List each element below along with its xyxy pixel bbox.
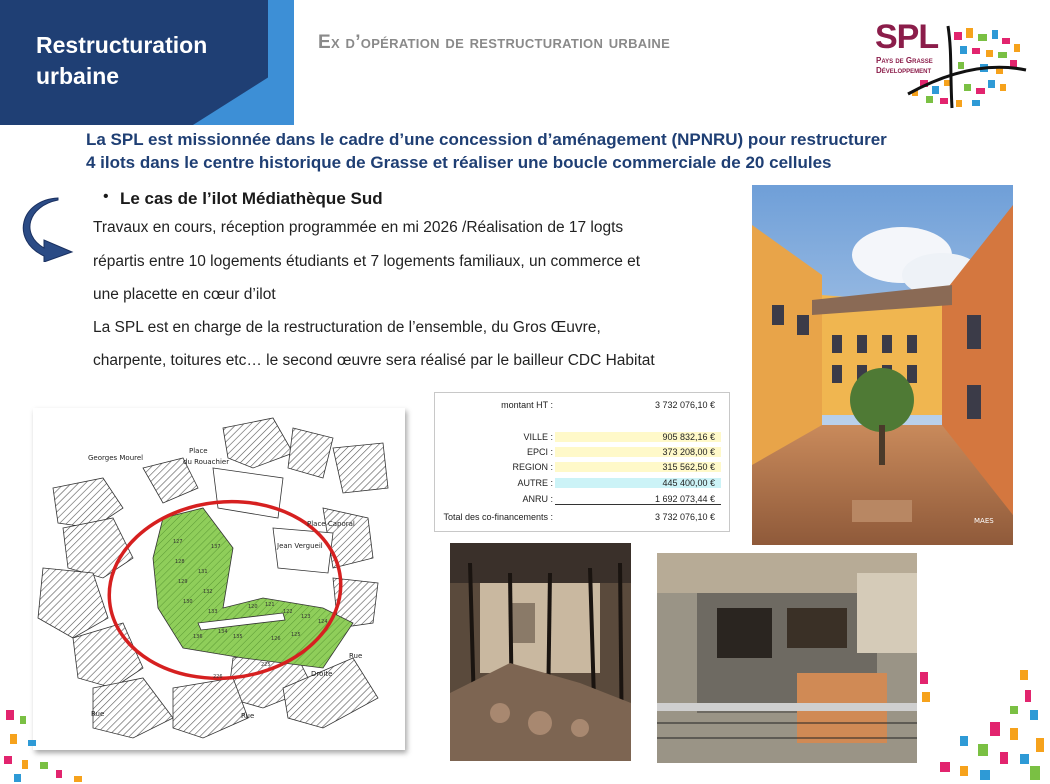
cadastral-map	[33, 408, 405, 750]
parcel-number: 126	[271, 636, 281, 642]
parcel-number: 135	[233, 634, 243, 640]
section-title: Restructuration urbaine	[36, 32, 208, 89]
map-label: du Rouachier	[183, 458, 230, 466]
map-label: Georges Mourel	[88, 454, 144, 462]
parcel-number: 127	[173, 539, 183, 545]
table-row	[435, 446, 729, 460]
construction-photo-interior	[450, 543, 631, 761]
parcel-number: 225	[261, 662, 271, 668]
parcel-number: 120	[248, 604, 258, 610]
parcel-number: 131	[198, 569, 208, 575]
logo-wordmark: SPL	[875, 18, 939, 56]
parcel-number: 130	[183, 599, 193, 605]
parcel-number: 121	[265, 602, 275, 608]
intro-line: 4 ilots dans le centre historique de Grasse et réaliser une boucle commerciale de 20 cellules	[86, 153, 832, 172]
parcel-number: 125	[291, 632, 301, 638]
decorative-confetti-right	[860, 666, 1050, 784]
parcel-number: 137	[211, 544, 221, 550]
row-value: 1 692 073,44 €	[555, 494, 721, 505]
parcel-number: 136	[193, 634, 203, 640]
parcel-number: 128	[175, 559, 185, 565]
map-label: Rue	[241, 712, 255, 720]
table-row	[435, 399, 729, 413]
table-row	[435, 511, 729, 525]
row-value: 315 562,50 €	[555, 462, 721, 472]
bullet-dot: •	[103, 188, 109, 205]
map-label: Place	[189, 447, 208, 455]
map-label: Rue	[91, 710, 105, 718]
row-label: montant HT :	[501, 400, 553, 410]
parcel-number: 132	[203, 589, 213, 595]
table-row	[435, 431, 729, 445]
row-value: 445 400,00 €	[555, 478, 721, 488]
row-label: Total des co-financements :	[443, 512, 553, 522]
parcel-number: 122	[283, 609, 293, 615]
row-label: EPCI :	[526, 447, 553, 457]
intro-line: La SPL est missionnée dans le cadre d’une concession d’aménagement (NPNRU) pour restructurer	[86, 130, 887, 149]
case-text-line: Travaux en cours, réception programmée en mi 2026 /Réalisation de 17 logts	[93, 219, 624, 236]
slide-title: Ex d’opération de restructuration urbaine	[318, 32, 671, 53]
map-label: Place Caporal	[307, 520, 355, 528]
cadastral-map-drawing	[33, 408, 405, 750]
row-label: VILLE :	[523, 432, 553, 442]
parcel-number: 226	[213, 674, 223, 680]
render-credit: MAES	[974, 517, 994, 525]
row-value: 3 732 076,10 €	[654, 400, 715, 410]
parcel-number: 134	[218, 629, 228, 635]
case-text-line: répartis entre 10 logements étudiants et 7 logements familiaux, un commerce et	[93, 253, 641, 270]
map-label: Droite	[311, 670, 333, 678]
parcel-number: 123	[301, 614, 311, 620]
map-label: Rue	[349, 652, 363, 660]
row-value: 3 732 076,10 €	[654, 512, 715, 522]
logo-subtitle-line2: Développement	[876, 66, 932, 75]
parcel-number: 133	[208, 609, 218, 615]
parcel-number: 124	[318, 619, 328, 625]
row-value: 905 832,16 €	[555, 432, 721, 442]
case-text-line: charpente, toitures etc… le second œuvre sera réalisé par le bailleur CDC Habitat	[93, 352, 655, 369]
logo-subtitle-line1: Pays de Grasse	[876, 56, 933, 65]
financing-table	[434, 392, 730, 532]
table-row	[435, 477, 729, 491]
courtyard-render-image	[752, 185, 1013, 545]
row-label: AUTRE :	[517, 478, 553, 488]
case-text-line: La SPL est en charge de la restructuration de l’ensemble, du Gros Œuvre,	[93, 319, 601, 336]
intro-paragraph	[86, 128, 1026, 174]
table-row	[435, 493, 729, 507]
case-heading: Le cas de l’ilot Médiathèque Sud	[120, 189, 383, 208]
row-label: ANRU :	[522, 494, 553, 504]
decorative-confetti-left	[0, 700, 110, 784]
curved-arrow-icon	[18, 196, 78, 262]
table-row	[435, 461, 729, 475]
row-label: REGION :	[512, 462, 553, 472]
parcel-number: 129	[178, 579, 188, 585]
map-label: Jean Vergueil	[277, 542, 323, 550]
row-value: 373 208,00 €	[555, 447, 721, 457]
case-text-line: une placette en cœur d’ilot	[93, 286, 276, 303]
